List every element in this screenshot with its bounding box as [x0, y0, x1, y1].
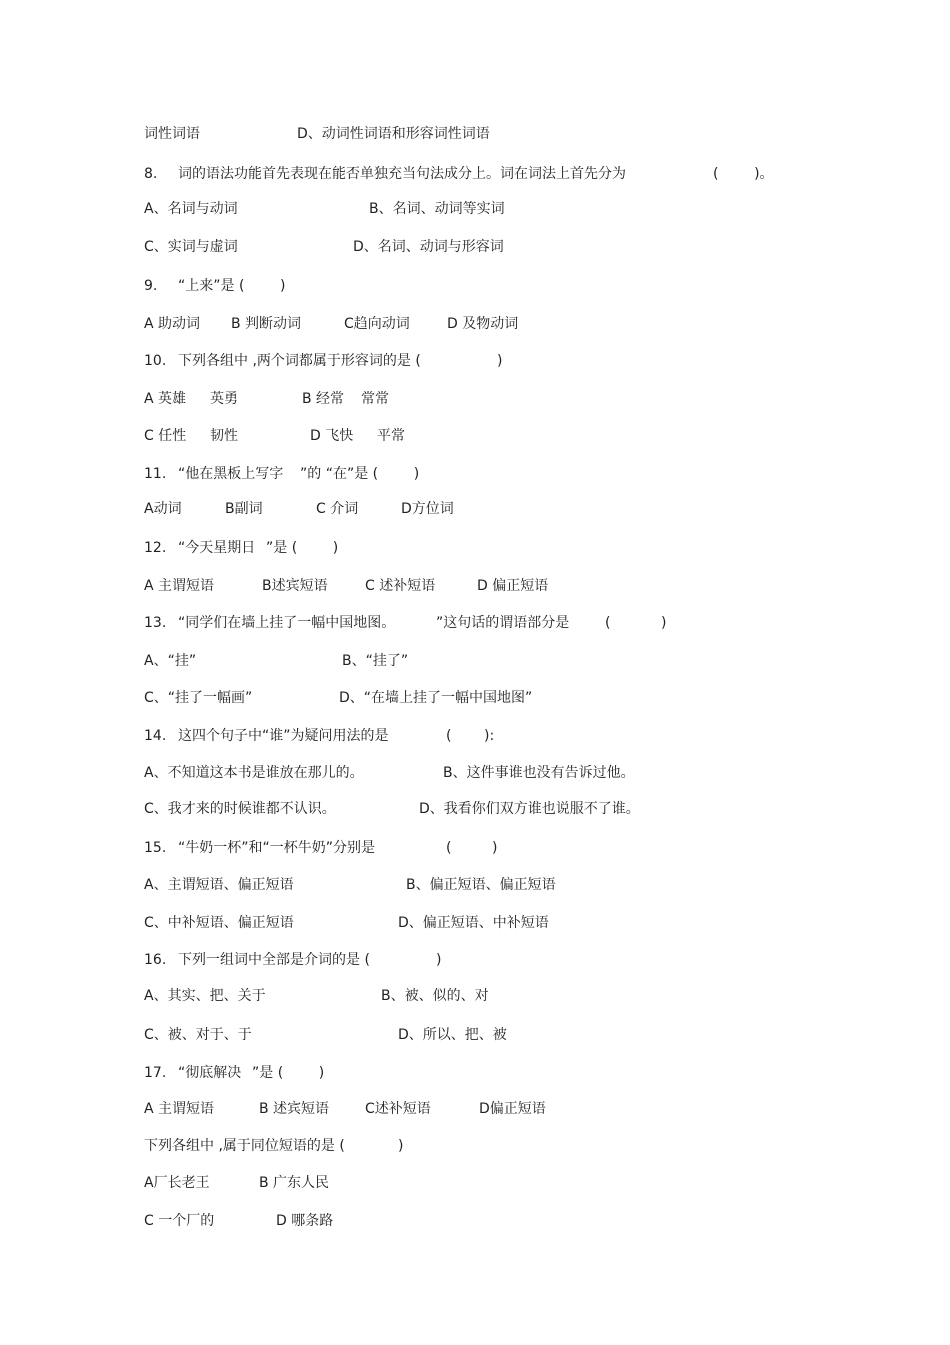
option-c: C述补短语 — [365, 1101, 431, 1117]
options-row — [0, 985, 950, 1007]
option-c: C 述补短语 — [365, 578, 436, 594]
option-a: A厂长老王 — [144, 1175, 210, 1191]
option-b: B 述宾短语 — [259, 1101, 330, 1117]
text-line — [0, 123, 950, 145]
answer-blank-close: ) — [398, 1138, 404, 1154]
options-row — [0, 575, 950, 597]
question-text-end: ”的 “在”是 ( ) — [300, 466, 420, 482]
option-d: D、偏正短语、中补短语 — [398, 915, 549, 931]
question-8 — [0, 163, 950, 185]
question-17 — [0, 1062, 950, 1084]
options-row — [0, 313, 950, 335]
answer-blank: ) — [497, 353, 503, 369]
question-10 — [0, 350, 950, 372]
option-a: A、主谓短语、偏正短语 — [144, 877, 294, 893]
options-row — [0, 388, 950, 410]
option-d: D偏正短语 — [479, 1101, 546, 1117]
option-b: B副词 — [225, 501, 263, 517]
option-b: B、名词、动词等实词 — [369, 201, 505, 217]
question-text: 这四个句子中“谁”为疑问用法的是 — [178, 728, 389, 744]
question-9 — [0, 275, 950, 297]
option-a: A 主谓短语 — [144, 578, 215, 594]
option-d: D、我看你们双方谁也说服不了谁。 — [419, 801, 640, 817]
question-number: 15. — [144, 840, 167, 856]
option-b-word: 常常 — [361, 391, 389, 407]
option-a: A动词 — [144, 501, 182, 517]
options-row — [0, 236, 950, 258]
question-number: 11. — [144, 466, 167, 482]
options-row — [0, 1098, 950, 1120]
options-row — [0, 198, 950, 220]
question-16 — [0, 949, 950, 971]
question-text: “同学们在墙上挂了一幅中国地图。 — [178, 615, 396, 631]
option-b: B、这件事谁也没有告诉过他。 — [443, 765, 635, 781]
option-c: C、实词与虚词 — [144, 239, 238, 255]
option-a: A 主谓短语 — [144, 1101, 215, 1117]
option-d: D方位词 — [401, 501, 454, 517]
question-unnumbered — [0, 1135, 950, 1157]
question-text-end: ”这句话的谓语部分是 — [436, 615, 570, 631]
option-b: B 广东人民 — [259, 1175, 330, 1191]
question-text: “牛奶一杯”和“一杯牛奶”分别是 — [178, 840, 376, 856]
option-c: C 一个厂的 — [144, 1213, 215, 1229]
answer-blank-close: ) — [661, 615, 667, 631]
question-number: 13. — [144, 615, 167, 631]
question-text: “他在黑板上写字 — [178, 466, 284, 482]
answer-blank-open: ( — [446, 840, 452, 856]
option-b: B、被、似的、对 — [381, 988, 489, 1004]
option-c: C 任性 — [144, 428, 187, 444]
options-row — [0, 1024, 950, 1046]
question-13 — [0, 612, 950, 634]
option-d: D、“在墙上挂了一幅中国地图” — [339, 690, 533, 706]
answer-blank-close: ): — [484, 728, 495, 744]
option-d: D、所以、把、被 — [398, 1027, 507, 1043]
options-row — [0, 425, 950, 447]
question-15 — [0, 837, 950, 859]
question-number: 10. — [144, 353, 167, 369]
question-number: 8. — [144, 166, 158, 182]
option-d: D 偏正短语 — [477, 578, 549, 594]
options-row — [0, 762, 950, 784]
question-text-end: ”是 ( ) — [252, 1065, 325, 1081]
options-row — [0, 498, 950, 520]
options-row — [0, 912, 950, 934]
option-c-word: 韧性 — [210, 428, 238, 444]
question-text: 下列各组中 ,两个词都属于形容词的是 ( — [178, 353, 421, 369]
question-number: 9. — [144, 278, 158, 294]
option-a: A 助动词 — [144, 316, 201, 332]
option-c: C、“挂了一幅画” — [144, 690, 253, 706]
options-row — [0, 874, 950, 896]
question-text-end: ”是 ( ) — [266, 540, 339, 556]
option-a: A、“挂” — [144, 653, 197, 669]
question-text: 词的语法功能首先表现在能否单独充当句法成分上。词在词法上首先分为 — [178, 166, 626, 182]
option-a: A、名词与动词 — [144, 201, 238, 217]
answer-blank-close: ) — [492, 840, 498, 856]
option-b: B述宾短语 — [262, 578, 328, 594]
question-text: “今天星期日 — [178, 540, 256, 556]
option-a: A、其实、把、关于 — [144, 988, 266, 1004]
options-row — [0, 798, 950, 820]
answer-blank-close: ) — [436, 952, 442, 968]
option-d: D、动词性词语和形容词性词语 — [297, 126, 490, 142]
options-row — [0, 687, 950, 709]
option-b: B 经常 — [302, 391, 345, 407]
option-a: A、不知道这本书是谁放在那儿的。 — [144, 765, 364, 781]
option-b: B、偏正短语、偏正短语 — [406, 877, 556, 893]
question-number: 14. — [144, 728, 167, 744]
question-number: 12. — [144, 540, 167, 556]
option-d: D 飞快 — [310, 428, 354, 444]
option-d: D 哪条路 — [276, 1213, 334, 1229]
question-text: 下列一组词中全部是介词的是 ( — [178, 952, 370, 968]
option-c: C、被、对于、于 — [144, 1027, 252, 1043]
option-a: A 英雄 — [144, 391, 187, 407]
option-b: B、“挂了” — [342, 653, 409, 669]
answer-blank: ( )。 — [713, 166, 774, 182]
option-c: C、我才来的时候谁都不认识。 — [144, 801, 336, 817]
question-text: “彻底解决 — [178, 1065, 242, 1081]
answer-blank-open: ( — [446, 728, 452, 744]
question-number: 17. — [144, 1065, 167, 1081]
options-row — [0, 650, 950, 672]
question-text: 下列各组中 ,属于同位短语的是 ( — [144, 1138, 345, 1154]
question-number: 16. — [144, 952, 167, 968]
option-a-word: 英勇 — [210, 391, 238, 407]
option-b: B 判断动词 — [231, 316, 302, 332]
options-row — [0, 1210, 950, 1232]
option-d: D、名词、动词与形容词 — [353, 239, 504, 255]
options-row — [0, 1172, 950, 1194]
option-d-word: 平常 — [377, 428, 405, 444]
question-text: “上来”是 ( ) — [178, 278, 286, 294]
option-d: D 及物动词 — [447, 316, 519, 332]
question-12 — [0, 537, 950, 559]
question-11 — [0, 463, 950, 485]
question-14 — [0, 725, 950, 747]
answer-blank-open: ( — [605, 615, 611, 631]
text-segment: 词性词语 — [144, 126, 200, 142]
option-c: C趋向动词 — [344, 316, 410, 332]
option-c: C 介词 — [316, 501, 359, 517]
option-c: C、中补短语、偏正短语 — [144, 915, 294, 931]
